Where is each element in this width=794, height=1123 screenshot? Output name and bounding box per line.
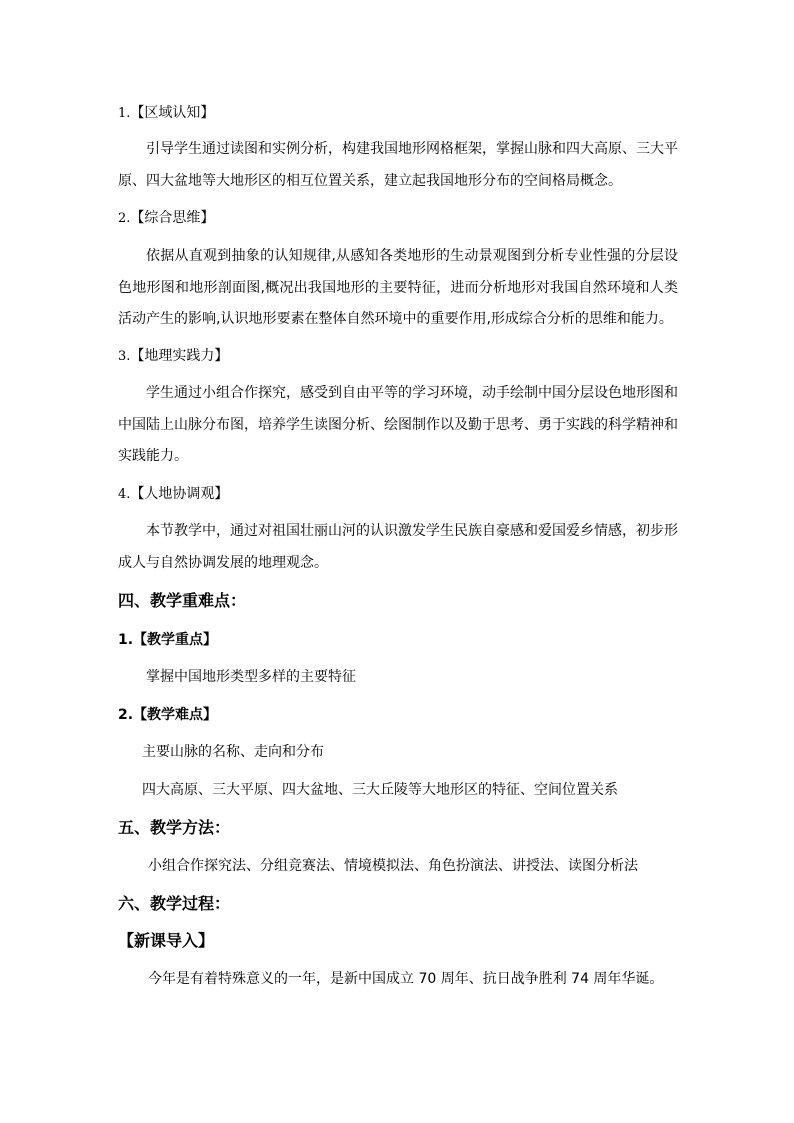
objective-1-heading: [118, 104, 214, 123]
objective-4-number: 4.: [118, 487, 131, 502]
objective-2-number: 2.: [118, 211, 131, 226]
difficult-point-label: 2.【教学难点】: [118, 707, 218, 723]
objective-1-title: 【区域认知】: [130, 105, 215, 121]
difficult-point-item-2: 四大高原、三大平原、四大盆地、三大丘陵等大地形区的特征、空间位置关系: [142, 782, 618, 798]
objective-3-heading: [118, 347, 228, 366]
objective-2-text: 依据从直观到抽象的认知规律,从感知各类地形的生动景观图到分析专业性强的分层设色地形图和地形剖面图,概况出我国地形的主要特征，进而分析地形对我国自然环境和人类活动产生的影响,认识地形要素在整体自然环境中的重要作用,形成综合分析的思维和能力。: [118, 248, 678, 327]
objective-2-title: 【综合思维】: [130, 210, 215, 226]
section-6-title: 六、教学过程：: [118, 894, 231, 913]
intro-label: 【新课导入】: [118, 931, 215, 950]
section-5-text: 小组合作探究法、分组竞赛法、情境模拟法、角色扮演法、讲授法、读图分析法: [148, 858, 638, 874]
objective-3-number: 3.: [118, 349, 131, 364]
objective-3-title: 【地理实践力】: [130, 348, 229, 364]
objective-2-heading: [118, 209, 214, 228]
objective-3-text: 学生通过小组合作探究，感受到自由平等的学习环境，动手绘制中国分层设色地形图和中国陆上山脉分布图，培养学生读图分析、绘图制作以及勤于思考、勇于实践的科学精神和实践能力。: [118, 385, 678, 464]
objective-4-text: 本节教学中，通过对祖国壮丽山河的认识激发学生民族自豪感和爱国爱乡情感，初步形成人与自然协调发展的地理观念。: [118, 523, 678, 571]
objective-1-text: 引导学生通过读图和实例分析，构建我国地形网格框架，掌握山脉和四大高原、三大平原、四大盆地等大地形区的相互位置关系，建立起我国地形分布的空间格局概念。: [118, 141, 678, 189]
section-5-title: 五、教学方法：: [118, 818, 231, 837]
difficult-point-item-1: 主要山脉的名称、走向和分布: [142, 744, 324, 760]
key-point-text: 掌握中国地形类型多样的主要特征: [146, 669, 356, 685]
section-4-title: 四、教学重难点：: [118, 591, 247, 610]
objective-4-title: 【人地协调观】: [130, 486, 229, 502]
key-point-label: 1.【教学重点】: [118, 632, 218, 648]
objective-1-number: 1.: [118, 106, 131, 121]
objective-4-heading: [118, 485, 228, 504]
intro-text: 今年是有着特殊意义的一年，是新中国成立 70 周年、抗日战争胜利 74 周年华诞。: [148, 971, 664, 987]
